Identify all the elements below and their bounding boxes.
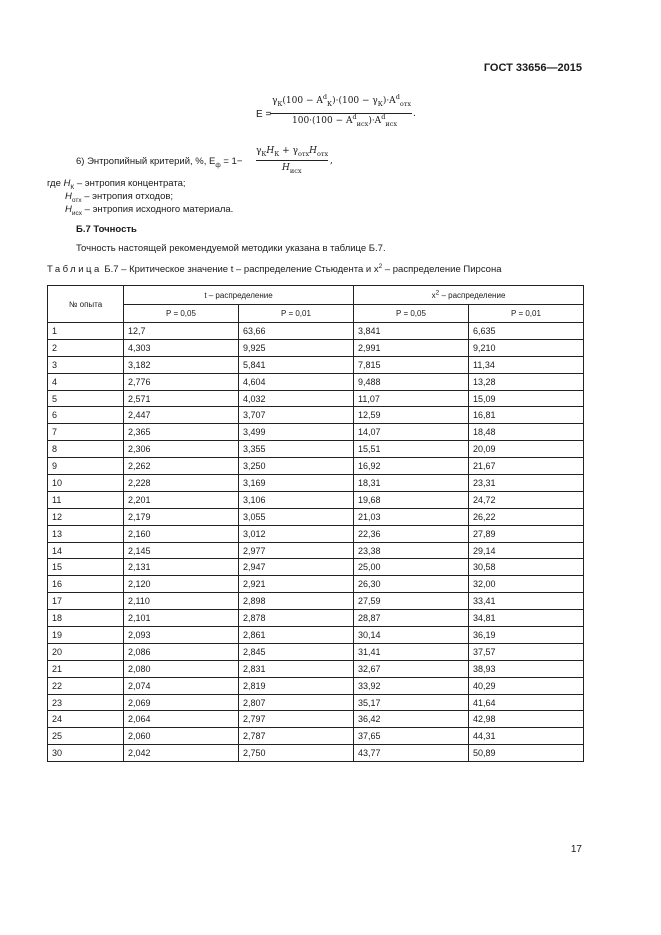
table-cell: 2,845 bbox=[239, 643, 354, 660]
table-cell: 32,00 bbox=[469, 576, 584, 593]
table-cell: 2,750 bbox=[239, 745, 354, 762]
table-cell: 5 bbox=[48, 390, 124, 407]
table-cell: 2,179 bbox=[124, 508, 239, 525]
table-cell: 37,57 bbox=[469, 643, 584, 660]
table-cell: 2,086 bbox=[124, 643, 239, 660]
table-cell: 22 bbox=[48, 677, 124, 694]
formula-lhs: E = bbox=[256, 109, 272, 120]
table-cell: 3,012 bbox=[239, 525, 354, 542]
table-cell: 2,787 bbox=[239, 728, 354, 745]
where-list bbox=[47, 177, 233, 216]
where-item-waste: $H_{отх}$ – энтропия отходов; bbox=[65, 191, 174, 204]
table-row bbox=[48, 373, 584, 390]
table-cell: 21,03 bbox=[354, 508, 469, 525]
formula-end-comma: , bbox=[330, 156, 333, 166]
table-cell: 23,38 bbox=[354, 542, 469, 559]
table-cell: 23 bbox=[48, 694, 124, 711]
table-cell: 2,160 bbox=[124, 525, 239, 542]
table-cell: 15,51 bbox=[354, 441, 469, 458]
table-cell: 15,09 bbox=[469, 390, 584, 407]
table-row bbox=[48, 576, 584, 593]
table-cell: 2,093 bbox=[124, 627, 239, 644]
formula-end-dot: . bbox=[413, 109, 416, 119]
table-row bbox=[48, 559, 584, 576]
table-cell: 35,17 bbox=[354, 694, 469, 711]
table-row bbox=[48, 339, 584, 356]
table-cell: 26,30 bbox=[354, 576, 469, 593]
header-probability: P = 0,05 bbox=[124, 305, 239, 323]
entropy-denominator: $H_{исх}$ bbox=[282, 163, 302, 175]
table-cell: 24 bbox=[48, 711, 124, 728]
table-cell: 4,303 bbox=[124, 339, 239, 356]
table-row bbox=[48, 677, 584, 694]
table-cell: 30,58 bbox=[469, 559, 584, 576]
table-cell: 9,210 bbox=[469, 339, 584, 356]
table-cell: 18,48 bbox=[469, 424, 584, 441]
table-cell: 3,499 bbox=[239, 424, 354, 441]
table-cell: 14 bbox=[48, 542, 124, 559]
formula-denominator: $100\cdot(100 - A^d_{исх})\cdot A^d_{исх}$ bbox=[292, 113, 397, 128]
section-title: Б.7 Точность bbox=[76, 224, 137, 235]
table-cell: 2,819 bbox=[239, 677, 354, 694]
entropy-formula bbox=[256, 146, 336, 180]
table-row bbox=[48, 643, 584, 660]
table-cell: 1 bbox=[48, 323, 124, 340]
table-cell: 43,77 bbox=[354, 745, 469, 762]
table-cell: 2,571 bbox=[124, 390, 239, 407]
table-cell: 36,42 bbox=[354, 711, 469, 728]
table-cell: 37,65 bbox=[354, 728, 469, 745]
table-cell: 63,66 bbox=[239, 323, 354, 340]
table-cell: 3,841 bbox=[354, 323, 469, 340]
table-cell: 25 bbox=[48, 728, 124, 745]
table-cell: 3,169 bbox=[239, 475, 354, 492]
table-row bbox=[48, 694, 584, 711]
table-cell: 13,28 bbox=[469, 373, 584, 390]
table-cell: 23,31 bbox=[469, 475, 584, 492]
table-cell: 30,14 bbox=[354, 627, 469, 644]
table-cell: 11,34 bbox=[469, 356, 584, 373]
table-cell: 2,069 bbox=[124, 694, 239, 711]
table-cell: 27,89 bbox=[469, 525, 584, 542]
table-cell: 3,355 bbox=[239, 441, 354, 458]
where-item-concentrate: где $H_К$ – энтропия концентрата; bbox=[47, 178, 186, 191]
table-cell: 9,925 bbox=[239, 339, 354, 356]
fraction-bar bbox=[256, 160, 328, 161]
table-cell: 11 bbox=[48, 491, 124, 508]
table-cell: 41,64 bbox=[469, 694, 584, 711]
table-cell: 44,31 bbox=[469, 728, 584, 745]
table-cell: 30 bbox=[48, 745, 124, 762]
table-caption: Таблица Б.7 – Критическое значение t – распределение Стьюдента и $x^2$ – распределение Пирсона bbox=[47, 262, 502, 275]
table-cell: 25,00 bbox=[354, 559, 469, 576]
table-row bbox=[48, 407, 584, 424]
table-cell: 2,110 bbox=[124, 593, 239, 610]
table-cell: 2,262 bbox=[124, 458, 239, 475]
table-cell: 2 bbox=[48, 339, 124, 356]
table-cell: 26,22 bbox=[469, 508, 584, 525]
table-cell: 5,841 bbox=[239, 356, 354, 373]
table-cell: 33,92 bbox=[354, 677, 469, 694]
header-probability: P = 0,05 bbox=[354, 305, 469, 323]
table-cell: 2,921 bbox=[239, 576, 354, 593]
table-cell: 2,878 bbox=[239, 610, 354, 627]
table-row bbox=[48, 475, 584, 492]
table-cell: 19 bbox=[48, 627, 124, 644]
table-cell: 16 bbox=[48, 576, 124, 593]
table-cell: 2,042 bbox=[124, 745, 239, 762]
header-experiment-number: № опыта bbox=[48, 286, 124, 323]
table-cell: 6,635 bbox=[469, 323, 584, 340]
table-row bbox=[48, 745, 584, 762]
table-cell: 17 bbox=[48, 593, 124, 610]
table-cell: 36,19 bbox=[469, 627, 584, 644]
table-cell: 2,807 bbox=[239, 694, 354, 711]
header-probability: P = 0,01 bbox=[469, 305, 584, 323]
table-cell: 10 bbox=[48, 475, 124, 492]
table-cell: 12,59 bbox=[354, 407, 469, 424]
table-cell: 4 bbox=[48, 373, 124, 390]
table-cell: 16,92 bbox=[354, 458, 469, 475]
table-cell: 18 bbox=[48, 610, 124, 627]
table-row bbox=[48, 458, 584, 475]
table-cell: 50,89 bbox=[469, 745, 584, 762]
table-cell: 12 bbox=[48, 508, 124, 525]
table-cell: 3,182 bbox=[124, 356, 239, 373]
fraction-bar bbox=[270, 113, 412, 114]
table-cell: 2,074 bbox=[124, 677, 239, 694]
table-cell: 40,29 bbox=[469, 677, 584, 694]
table-cell: 8 bbox=[48, 441, 124, 458]
table-cell: 29,14 bbox=[469, 542, 584, 559]
table-cell: 3,055 bbox=[239, 508, 354, 525]
section-paragraph: Точность настоящей рекомендуемой методики указана в таблице Б.7. bbox=[76, 243, 386, 254]
table-cell: 38,93 bbox=[469, 660, 584, 677]
table-cell: 9 bbox=[48, 458, 124, 475]
formula-numerator: $\gamma_К(100 - A^d_К)\cdot(100 - \gamma_К)\cdot A^d_{отх}$ bbox=[272, 93, 412, 108]
table-cell: 2,831 bbox=[239, 660, 354, 677]
table-row bbox=[48, 593, 584, 610]
table-row bbox=[48, 323, 584, 340]
table-cell: 9,488 bbox=[354, 373, 469, 390]
critical-values-table bbox=[47, 285, 584, 762]
table-row bbox=[48, 390, 584, 407]
table-cell: 31,41 bbox=[354, 643, 469, 660]
table-cell: 18,31 bbox=[354, 475, 469, 492]
document-code-header: ГОСТ 33656—2015 bbox=[483, 62, 582, 74]
table-row bbox=[48, 627, 584, 644]
table-cell: 16,81 bbox=[469, 407, 584, 424]
table-row bbox=[48, 356, 584, 373]
header-x2-distribution: $x^2$ – распределение bbox=[354, 286, 584, 305]
table-cell: 7,815 bbox=[354, 356, 469, 373]
table-cell: 19,68 bbox=[354, 491, 469, 508]
table-row bbox=[48, 525, 584, 542]
table-cell: 2,947 bbox=[239, 559, 354, 576]
table-cell: 15 bbox=[48, 559, 124, 576]
table-cell: 3 bbox=[48, 356, 124, 373]
table-cell: 2,228 bbox=[124, 475, 239, 492]
table-row bbox=[48, 424, 584, 441]
table-cell: 14,07 bbox=[354, 424, 469, 441]
table-cell: 2,201 bbox=[124, 491, 239, 508]
table-cell: 21 bbox=[48, 660, 124, 677]
entropy-criterion-label: 6) Энтропийный критерий, %, $E_ф = 1-$ bbox=[76, 156, 243, 169]
table-body bbox=[48, 323, 584, 762]
table-cell: 12,7 bbox=[124, 323, 239, 340]
table-cell: 2,306 bbox=[124, 441, 239, 458]
table-cell: 2,991 bbox=[354, 339, 469, 356]
table-cell: 7 bbox=[48, 424, 124, 441]
table-cell: 28,87 bbox=[354, 610, 469, 627]
table-cell: 2,797 bbox=[239, 711, 354, 728]
table-cell: 20 bbox=[48, 643, 124, 660]
table-row bbox=[48, 441, 584, 458]
table-cell: 3,250 bbox=[239, 458, 354, 475]
table-cell: 21,67 bbox=[469, 458, 584, 475]
table-cell: 2,145 bbox=[124, 542, 239, 559]
table-row bbox=[48, 542, 584, 559]
table-cell: 2,977 bbox=[239, 542, 354, 559]
table-cell: 33,41 bbox=[469, 593, 584, 610]
table-cell: 34,81 bbox=[469, 610, 584, 627]
table-cell: 2,120 bbox=[124, 576, 239, 593]
table-cell: 2,776 bbox=[124, 373, 239, 390]
where-item-source: $H_{исх}$ – энтропия исходного материала. bbox=[65, 204, 234, 217]
header-probability: P = 0,01 bbox=[239, 305, 354, 323]
page-number: 17 bbox=[570, 844, 582, 855]
table-cell: 3,106 bbox=[239, 491, 354, 508]
table-row bbox=[48, 660, 584, 677]
table-cell: 6 bbox=[48, 407, 124, 424]
table-row bbox=[48, 508, 584, 525]
table-cell: 2,101 bbox=[124, 610, 239, 627]
table-row bbox=[48, 491, 584, 508]
table-cell: 32,67 bbox=[354, 660, 469, 677]
table-row bbox=[48, 610, 584, 627]
table-cell: 2,861 bbox=[239, 627, 354, 644]
table-cell: 4,032 bbox=[239, 390, 354, 407]
efficiency-formula bbox=[252, 93, 422, 136]
table-cell: 2,131 bbox=[124, 559, 239, 576]
table-cell: 42,98 bbox=[469, 711, 584, 728]
table-cell: 2,064 bbox=[124, 711, 239, 728]
table-row bbox=[48, 728, 584, 745]
table-cell: 2,447 bbox=[124, 407, 239, 424]
table-cell: 27,59 bbox=[354, 593, 469, 610]
table-cell: 2,060 bbox=[124, 728, 239, 745]
table-cell: 3,707 bbox=[239, 407, 354, 424]
table-cell: 24,72 bbox=[469, 491, 584, 508]
table-cell: 2,080 bbox=[124, 660, 239, 677]
table-row bbox=[48, 711, 584, 728]
entropy-numerator: $\gamma_КH_К + \gamma_{отх}H_{отх}$ bbox=[256, 146, 329, 158]
header-t-distribution: t – распределение bbox=[124, 286, 354, 305]
table-cell: 13 bbox=[48, 525, 124, 542]
table-cell: 2,898 bbox=[239, 593, 354, 610]
table-cell: 11,07 bbox=[354, 390, 469, 407]
table-cell: 2,365 bbox=[124, 424, 239, 441]
table-cell: 22,36 bbox=[354, 525, 469, 542]
table-cell: 20,09 bbox=[469, 441, 584, 458]
table-cell: 4,604 bbox=[239, 373, 354, 390]
